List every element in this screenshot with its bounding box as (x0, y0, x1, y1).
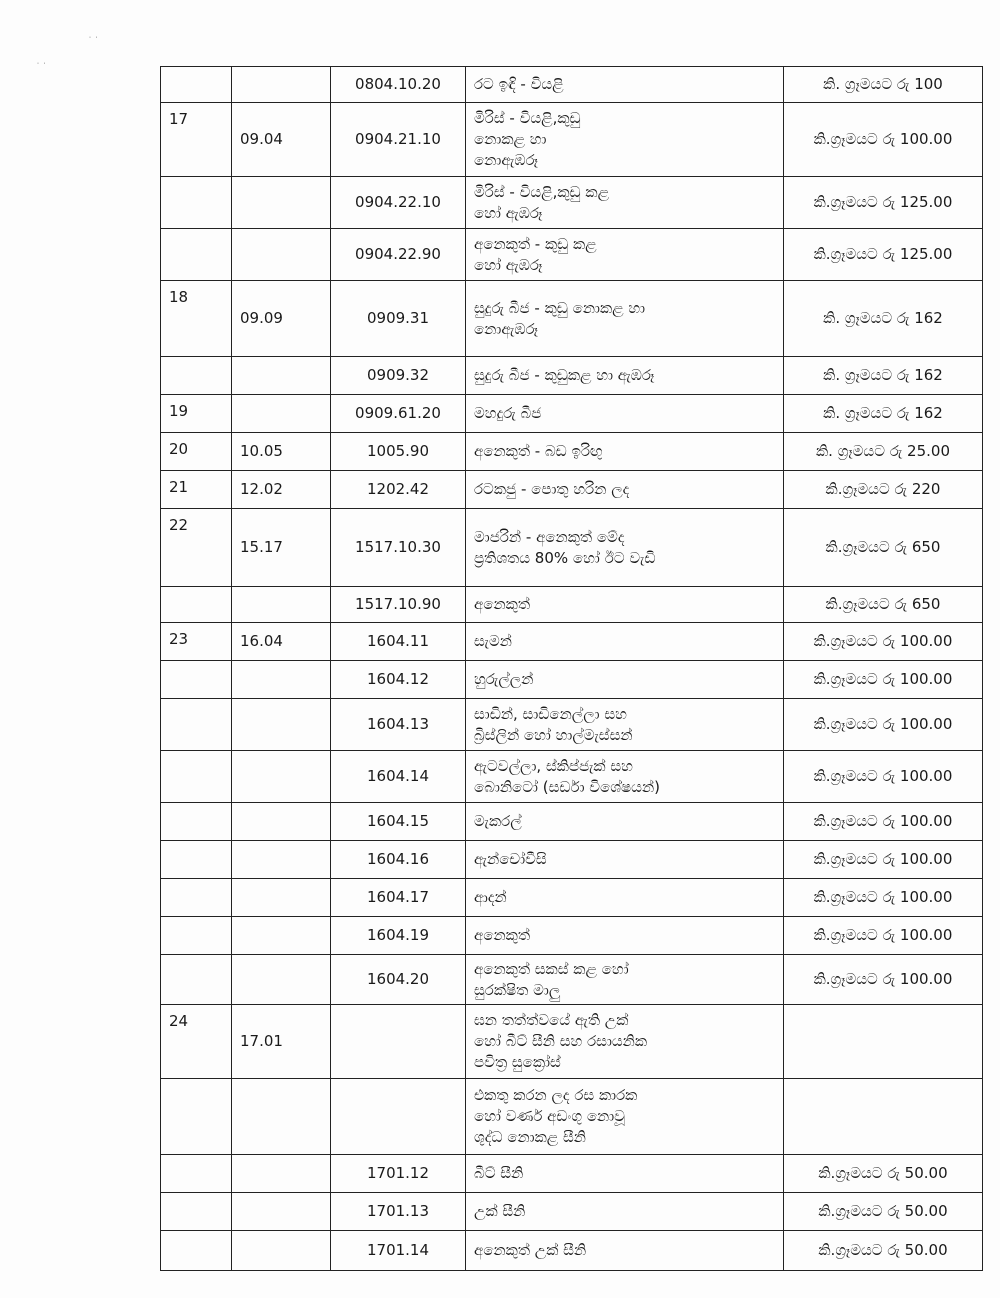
description-cell (466, 471, 784, 509)
item-number-cell (161, 841, 232, 879)
duty-rate-cell: කි.ග්‍රෑමයට රු 100.00 (784, 751, 983, 803)
duty-rate-cell: කි.ග්‍රෑමයට රු 220 (784, 471, 983, 509)
scan-mark: ˙ ˙ (88, 36, 99, 45)
hs-heading-cell: 09.09 (232, 281, 331, 357)
item-number-cell (161, 699, 232, 751)
duty-rate-cell: කි.ග්‍රෑමයට රු 100.00 (784, 841, 983, 879)
table-row (161, 1005, 983, 1079)
item-number-cell (161, 879, 232, 917)
hs-heading-cell: 15.17 (232, 509, 331, 587)
description-line: රටකජු - පොතු හරින ලද (474, 480, 630, 498)
description-cell (466, 281, 784, 357)
hs-heading-cell (232, 661, 331, 699)
hs-heading-cell (232, 1193, 331, 1231)
description-line: අනෙකුත් (474, 926, 530, 944)
item-number-cell: 24 (161, 1005, 232, 1079)
table-row (161, 229, 983, 281)
hs-heading-cell (232, 917, 331, 955)
hs-code-cell: 0904.21.10 (331, 103, 466, 177)
hs-code-cell: 1604.15 (331, 803, 466, 841)
duty-rate-cell: කි.ග්‍රෑමයට රු 50.00 (784, 1155, 983, 1193)
description-line: සුදුරු බීජ - කුඩු නොකළ හා (474, 298, 646, 317)
table-row (161, 751, 983, 803)
description-cell (466, 357, 784, 395)
duty-rate-cell: කි.ග්‍රෑමයට රු 650 (784, 587, 983, 623)
hs-code-cell: 0909.32 (331, 357, 466, 395)
item-number-cell (161, 357, 232, 395)
description-cell (466, 587, 784, 623)
hs-code-cell: 1202.42 (331, 471, 466, 509)
duty-rate-cell: කි.ග්‍රෑමයට රු 100.00 (784, 661, 983, 699)
hs-heading-cell: 09.04 (232, 103, 331, 177)
tariff-table-body (161, 67, 983, 1271)
description-line: මහදුරු බීජ (474, 404, 542, 422)
description-line: හුරුල්ලන් (474, 670, 534, 688)
description-line: මිරිස් - වියළි,කුඩු කළ (474, 182, 610, 201)
description-cell (466, 509, 784, 587)
hs-code-cell: 1701.12 (331, 1155, 466, 1193)
description-cell (466, 395, 784, 433)
duty-rate-cell: කි.ග්‍රෑමයට රු 100.00 (784, 699, 983, 751)
description-cell (466, 1079, 784, 1155)
description-line: අනෙකුත් (474, 595, 530, 613)
table-row (161, 917, 983, 955)
hs-code-cell: 0904.22.90 (331, 229, 466, 281)
description-cell (466, 803, 784, 841)
duty-rate-cell: කි.ග්‍රෑමයට රු 100.00 (784, 803, 983, 841)
description-line: ඇටවල්ලා, ස්කිප්ජැක් සහ (474, 756, 633, 775)
description-cell (466, 661, 784, 699)
duty-rate-cell: කි.ග්‍රෑමයට රු 125.00 (784, 177, 983, 229)
hs-code-cell: 1701.14 (331, 1231, 466, 1271)
item-number-cell (161, 1231, 232, 1271)
hs-code-cell: 1005.90 (331, 433, 466, 471)
duty-rate-cell: කි.ග්‍රෑමයට රු 650 (784, 509, 983, 587)
description-line: නොකළ හා (474, 130, 547, 148)
description-line: බ්‍රිස්ලින් හෝ හාල්මැස්සන් (474, 725, 633, 744)
description-line: පවිත්‍ර සුක්‍රෝස් (474, 1053, 561, 1071)
hs-code-cell: 0804.10.20 (331, 67, 466, 103)
hs-heading-cell: 17.01 (232, 1005, 331, 1079)
table-row (161, 623, 983, 661)
description-line: අනෙකුත් උක් සීනි (474, 1241, 587, 1259)
hs-heading-cell (232, 879, 331, 917)
hs-heading-cell: 16.04 (232, 623, 331, 661)
item-number-cell (161, 751, 232, 803)
table-row (161, 879, 983, 917)
item-number-cell (161, 1155, 232, 1193)
table-row (161, 699, 983, 751)
description-line: බීට් සීනි (474, 1164, 524, 1182)
description-cell (466, 699, 784, 751)
description-line: නොඇඹරූ (474, 319, 538, 338)
hs-code-cell: 1517.10.90 (331, 587, 466, 623)
table-row (161, 1231, 983, 1271)
description-cell (466, 751, 784, 803)
table-row (161, 509, 983, 587)
duty-rate-cell: කි.ග්‍රෑමයට රු 100.00 (784, 623, 983, 661)
description-line: ආදන් (474, 888, 507, 906)
hs-code-cell: 1701.13 (331, 1193, 466, 1231)
duty-rate-cell: කි.ග්‍රෑමයට රු 50.00 (784, 1193, 983, 1231)
description-line: හෝ බීට් සීනි සහ රසායනික (474, 1032, 648, 1050)
duty-rate-cell (784, 1079, 983, 1155)
hs-code-cell: 1604.13 (331, 699, 466, 751)
table-row (161, 433, 983, 471)
table-row (161, 1155, 983, 1193)
hs-heading-cell (232, 1079, 331, 1155)
description-cell (466, 433, 784, 471)
item-number-cell: 21 (161, 471, 232, 509)
table-row (161, 471, 983, 509)
item-number-cell: 19 (161, 395, 232, 433)
hs-heading-cell (232, 395, 331, 433)
hs-code-cell: 0909.61.20 (331, 395, 466, 433)
hs-code-cell: 1604.19 (331, 917, 466, 955)
duty-rate-cell: කි. ග්‍රෑමයට රු 162 (784, 395, 983, 433)
description-line: රට ඉඳි - වියළි (474, 75, 564, 93)
item-number-cell (161, 803, 232, 841)
item-number-cell: 17 (161, 103, 232, 177)
hs-heading-cell (232, 1231, 331, 1271)
description-line: හෝ වර්ණ අඩංගු නොවූ (474, 1107, 625, 1125)
description-line: හෝ ඇඹරූ (474, 255, 543, 274)
description-line: සාඩින්, සාඩිනෙල්ලා සහ (474, 704, 627, 723)
description-cell (466, 1231, 784, 1271)
hs-code-cell (331, 1079, 466, 1155)
description-line: බොනිටෝ (සර්ඩා විශේෂයන්) (474, 777, 660, 796)
description-cell (466, 229, 784, 281)
item-number-cell (161, 955, 232, 1005)
duty-rate-cell: කි.ග්‍රෑමයට රු 100.00 (784, 879, 983, 917)
hs-heading-cell (232, 1155, 331, 1193)
description-cell (466, 623, 784, 661)
table-row (161, 803, 983, 841)
table-row (161, 357, 983, 395)
hs-heading-cell (232, 229, 331, 281)
hs-code-cell: 1604.14 (331, 751, 466, 803)
item-number-cell (161, 229, 232, 281)
scan-mark: ˙ ˙ (36, 62, 47, 71)
hs-code-cell (331, 1005, 466, 1079)
description-line: ඇන්චෝවීසි (474, 850, 547, 868)
hs-code-cell: 1604.12 (331, 661, 466, 699)
duty-rate-cell: කි. ග්‍රෑමයට රු 162 (784, 281, 983, 357)
hs-code-cell: 1517.10.30 (331, 509, 466, 587)
description-cell (466, 917, 784, 955)
description-line: හෝ ඇඹරූ (474, 203, 543, 222)
hs-heading-cell (232, 177, 331, 229)
hs-code-cell: 1604.11 (331, 623, 466, 661)
item-number-cell (161, 587, 232, 623)
duty-rate-cell (784, 1005, 983, 1079)
hs-heading-cell (232, 357, 331, 395)
hs-code-cell: 1604.17 (331, 879, 466, 917)
description-cell (466, 1155, 784, 1193)
item-number-cell (161, 661, 232, 699)
description-line: මැකරල් (474, 812, 522, 830)
item-number-cell: 18 (161, 281, 232, 357)
description-cell (466, 1005, 784, 1079)
item-number-cell: 22 (161, 509, 232, 587)
description-cell (466, 955, 784, 1005)
item-number-cell (161, 67, 232, 103)
description-cell (466, 103, 784, 177)
hs-heading-cell (232, 699, 331, 751)
description-line: සුදුරු බීජ - කුඩුකළ හා ඇඹරූ (474, 366, 655, 384)
hs-heading-cell (232, 955, 331, 1005)
item-number-cell: 23 (161, 623, 232, 661)
description-cell (466, 177, 784, 229)
item-number-cell (161, 177, 232, 229)
table-row (161, 103, 983, 177)
description-cell (466, 1193, 784, 1231)
description-line: අනෙකුත් - කුඩු කළ (474, 234, 597, 253)
description-line: ශුද්ධ නොකළ සීනි (474, 1128, 586, 1146)
table-row (161, 177, 983, 229)
hs-code-cell: 0909.31 (331, 281, 466, 357)
hs-code-cell: 0904.22.10 (331, 177, 466, 229)
description-line: ඝන තත්ත්වයේ ඇති උක් (474, 1011, 629, 1029)
description-line: අනෙකුත් සකස් කළ හෝ (474, 959, 629, 978)
table-row (161, 281, 983, 357)
table-row (161, 587, 983, 623)
description-cell (466, 67, 784, 103)
hs-code-cell: 1604.16 (331, 841, 466, 879)
description-line: සුරක්ෂිත මාලු (474, 980, 561, 999)
table-row (161, 1193, 983, 1231)
item-number-cell (161, 1079, 232, 1155)
description-line: සැමන් (474, 632, 512, 650)
description-line: උක් සීනි (474, 1202, 526, 1220)
duty-rate-cell: කි. ග්‍රෑමයට රු 25.00 (784, 433, 983, 471)
description-line: එකතු කරන ලද රස කාරක (474, 1086, 638, 1104)
duty-rate-cell: කි.ග්‍රෑමයට රු 100.00 (784, 103, 983, 177)
tariff-table (160, 66, 982, 1271)
duty-rate-cell: කි. ග්‍රෑමයට රු 100 (784, 67, 983, 103)
duty-rate-cell: කි.ග්‍රෑමයට රු 50.00 (784, 1231, 983, 1271)
duty-rate-cell: කි.ග්‍රෑමයට රු 100.00 (784, 955, 983, 1005)
table-row (161, 67, 983, 103)
hs-heading-cell (232, 803, 331, 841)
item-number-cell (161, 1193, 232, 1231)
hs-heading-cell (232, 751, 331, 803)
table-row (161, 1079, 983, 1155)
item-number-cell (161, 917, 232, 955)
hs-heading-cell (232, 67, 331, 103)
description-line: නොඇඹරූ (474, 151, 538, 169)
description-line: මිරිස් - වියළි,කුඩු (474, 109, 581, 127)
item-number-cell: 20 (161, 433, 232, 471)
description-cell (466, 841, 784, 879)
table-row (161, 395, 983, 433)
description-line: ප්‍රතිශතය 80% හෝ ඊට වැඩි (474, 548, 656, 567)
hs-code-cell: 1604.20 (331, 955, 466, 1005)
description-line: මාජරින් - අනෙකුත් මේද (474, 527, 625, 546)
hs-heading-cell: 10.05 (232, 433, 331, 471)
hs-heading-cell (232, 841, 331, 879)
duty-rate-cell: කි.ග්‍රෑමයට රු 125.00 (784, 229, 983, 281)
table-row (161, 841, 983, 879)
table-row (161, 955, 983, 1005)
description-cell (466, 879, 784, 917)
duty-rate-cell: කි.ග්‍රෑමයට රු 100.00 (784, 917, 983, 955)
hs-heading-cell (232, 587, 331, 623)
description-line: අනෙකුත් - බඩ ඉරිඟු (474, 442, 603, 460)
duty-rate-cell: කි. ග්‍රෑමයට රු 162 (784, 357, 983, 395)
table-row (161, 661, 983, 699)
hs-heading-cell: 12.02 (232, 471, 331, 509)
